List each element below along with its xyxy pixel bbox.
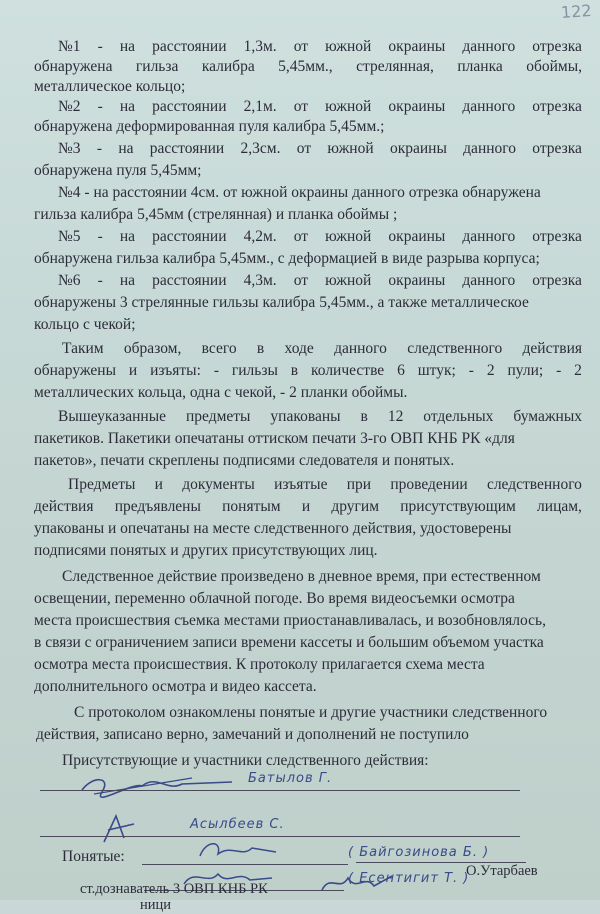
text-line: места происшествия съемка местами приостанавливалась, и возобновлялось, [34,612,546,629]
text-line: Таким образом, всего в ходе данного следственного действия [62,340,582,357]
text-line: кольцо с чекой; [34,316,136,333]
text-line: обнаружены 3 стрелянные гильзы калибра 5,45мм., а также металлическое [34,294,529,311]
text-line: пакетиков. Пакетики опечатаны оттиском печати 3-го ОВП КНБ РК «для [34,430,515,447]
text-line: №3 - на расстоянии 2,3см. от южной окраины данного отрезка [58,140,582,157]
signature-official [316,868,396,898]
text-line: действия предъявлены понятым и другим присутствующим лицам, [34,498,582,515]
text-line: действия, записано верно, замечаний и дополнений не поступило [36,726,469,743]
witnesses-label: Понятые: [62,848,125,865]
signature-2 [94,808,164,848]
text-line: осмотра места происшествия. К протоколу прилагается схема места [34,656,485,673]
page-number: 122 [560,0,593,23]
text-line: №1 - на расстоянии 1,3м. от южной окраины данного отрезка [58,38,582,55]
text-line: упакованы и опечатаны на месте следственного действия, удостоверены [34,520,512,537]
text-line: обнаружены и изъяты: - гильзы в количестве 6 штук; - 2 пули; - 2 [34,362,582,379]
signature-1 [72,772,242,802]
text-line: №6 - на расстоянии 4,3м. от южной окраины данного отрезка [58,272,582,289]
text-line: №5 - на расстоянии 4,2м. от южной окраины данного отрезка [58,228,582,245]
witness-name-2-text: Есентигит Т. [359,871,459,886]
signature-3 [192,836,282,866]
handwritten-name-2: Асылбеев С. [190,817,285,832]
text-line: подписями понятых и других присутствующих лиц. [34,542,378,559]
text-line: Вышеуказанные предметы упакованы в 12 отдельных бумажных [58,408,582,425]
handwritten-name-1: Батылов Г. [248,771,333,786]
participants-label: Присутствующие и участники следственного действия: [62,752,429,769]
text-line: Следственное действие произведено в дневное время, при естественном [62,568,541,585]
text-line: в связи с ограничением записи времени кассеты и большим объемом участка [34,634,544,651]
text-line: обнаружена пуля 5,45мм; [34,162,202,179]
text-line: гильза калибра 5,45мм (стрелянная) и планка обоймы ; [34,206,398,223]
witness-name-1-text: Байгозинова Б. [359,845,478,860]
witness-rule [142,864,348,865]
text-line: дополнительного осмотра и видео кассета. [34,678,317,695]
text-line: металлическое кольцо; [34,78,186,95]
text-line: металлических кольца, одна с чекой, - 2 планки обоймы. [34,384,408,401]
footer-cut-text: ници [140,897,172,913]
witness-name-2: ( Есентигит Т. ) [348,871,470,886]
signature-rule [40,790,520,791]
text-line: пакетов», печати скреплены подписями следователя и понятых. [34,452,455,469]
text-line: обнаружена деформированная пуля калибра 5,45мм.; [34,118,385,135]
text-line: №2 - на расстоянии 2,1м. от южной окраины данного отрезка [58,98,582,115]
text-line: обнаружена гильза калибра 5,45мм., стрелянная, планка обоймы, [34,58,582,75]
text-line: освещении, переменно облачной погоде. Во время видеосъемки осмотра [34,590,515,607]
text-line: С протоколом ознакомлены понятые и другие участники следственного [74,704,548,721]
text-line: Предметы и документы изъятые при проведении следственного [68,476,582,493]
footer-position: ст.дознаватель 3 ОВП КНБ РК [80,881,268,897]
text-line: обнаружена гильза калибра 5,45мм., с деформацией в виде разрыва корпуса; [34,250,540,267]
footer-name: О.Утарбаев [466,863,538,879]
witness-name-1: ( Байгозинова Б. ) [348,845,490,860]
text-line: №4 - на расстоянии 4см. от южной окраины данного отрезка обнаружена [58,184,541,201]
